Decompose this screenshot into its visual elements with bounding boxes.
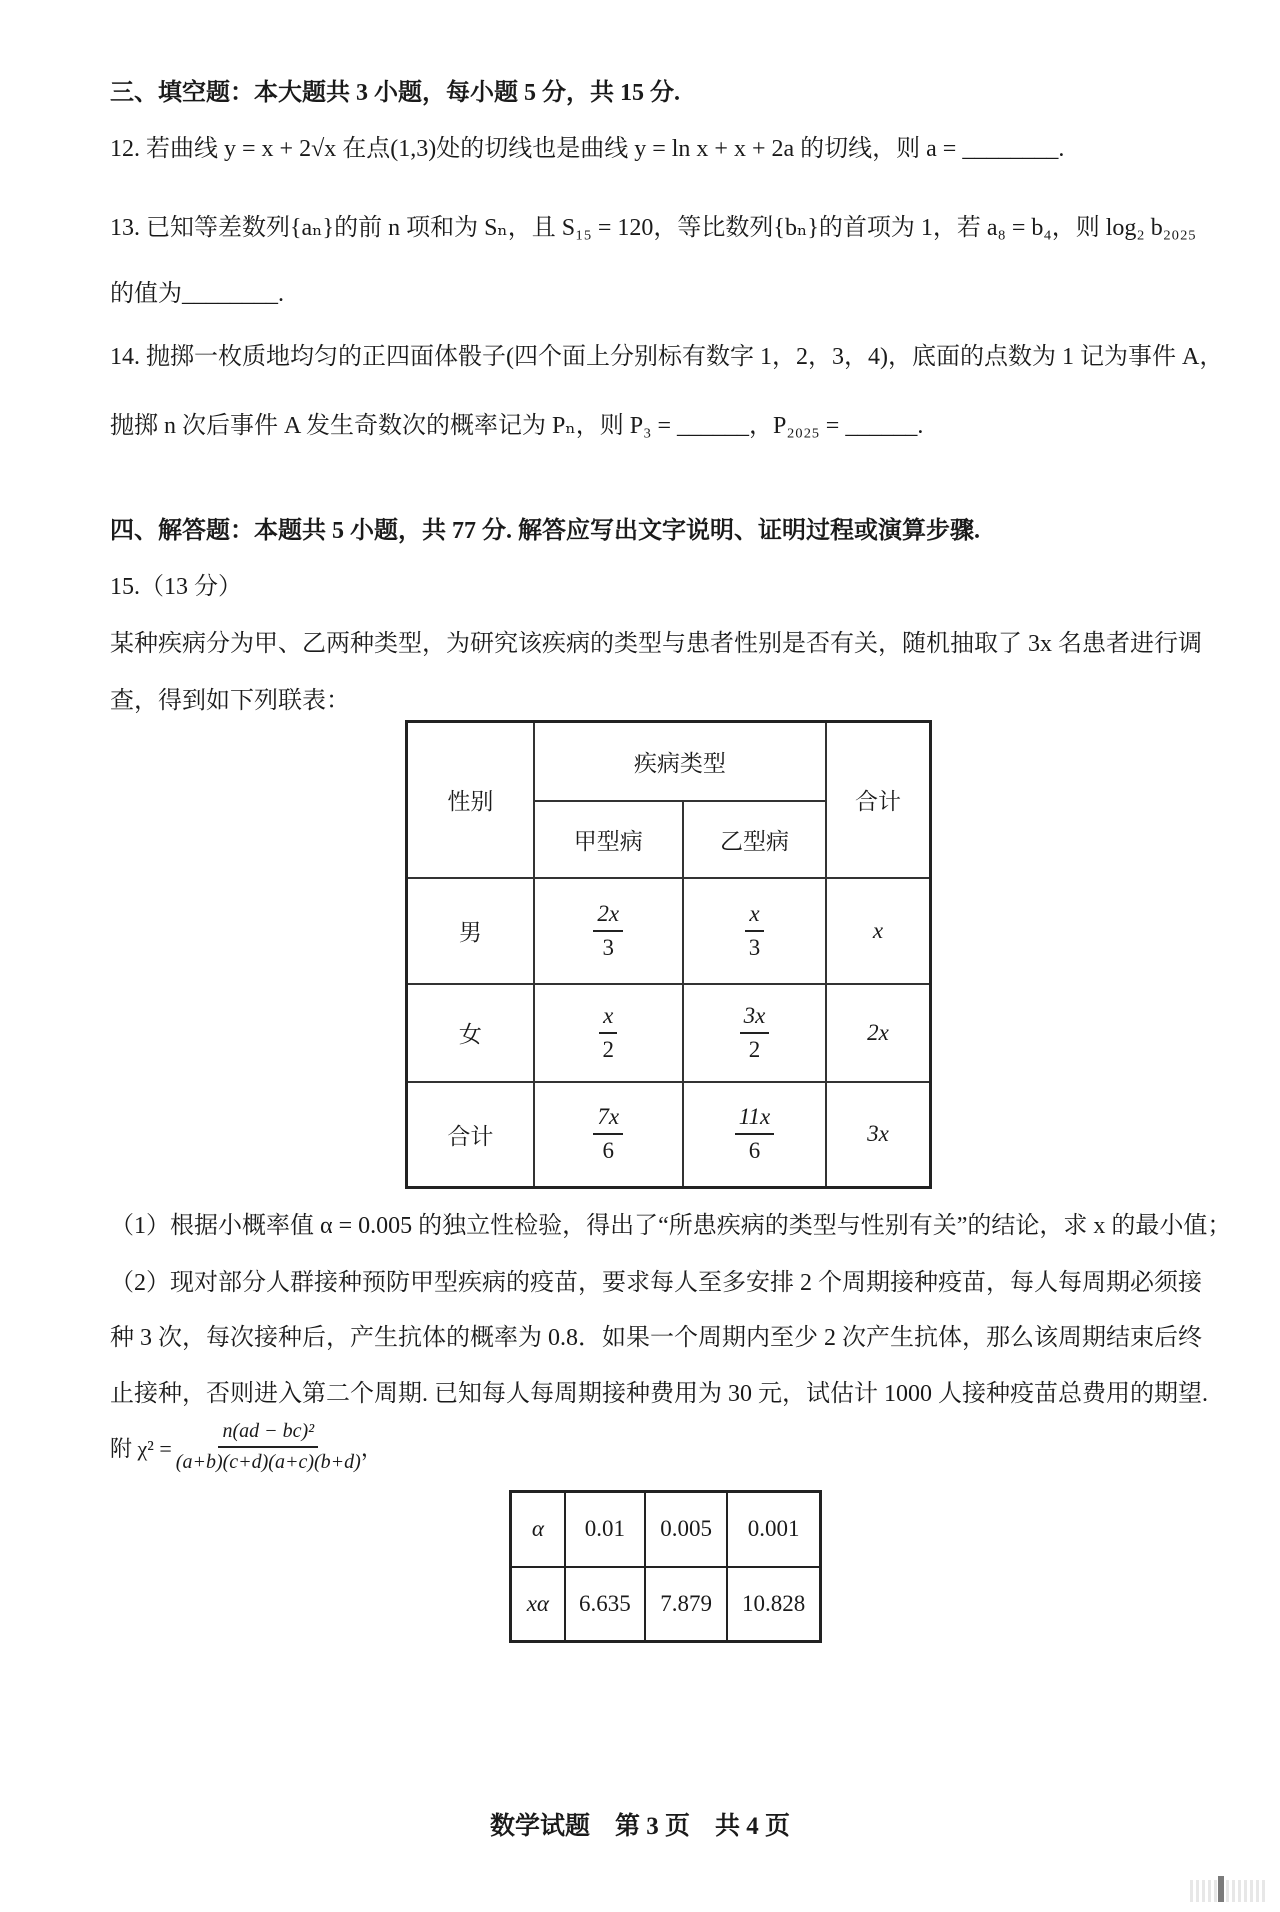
cell: xα bbox=[511, 1567, 565, 1642]
cell: 0.001 bbox=[727, 1492, 820, 1567]
page-footer: 数学试题 第 3 页 共 4 页 bbox=[489, 1813, 790, 1840]
row-label: 女 bbox=[407, 984, 534, 1082]
cell-type-a: $\frac{2x}{3}$ bbox=[534, 878, 683, 984]
part-2-line1: （2）现对部分人群接种预防甲型疾病的疫苗，要求每人至多安排 2 个周期接种疫苗，每人每周期必须接 bbox=[110, 1270, 1202, 1296]
chi-square-formula bbox=[110, 1420, 383, 1474]
cell-total: 3x bbox=[826, 1082, 930, 1188]
header-type-b: 乙型病 bbox=[683, 801, 826, 878]
part-2-line2: 种 3 次，每次接种后，产生抗体的概率为 0.8．如果一个周期内至少 2 次产生抗体，那么该周期结束后终 bbox=[110, 1325, 1202, 1351]
cell-total: 2x bbox=[826, 984, 930, 1082]
cell-type-b: $\frac{3x}{2}$ bbox=[683, 984, 826, 1082]
cell: α bbox=[511, 1492, 565, 1567]
table-row bbox=[407, 878, 931, 984]
table-row bbox=[407, 984, 931, 1082]
formula-suffix: ， bbox=[360, 1435, 383, 1461]
cell: 6.635 bbox=[565, 1567, 645, 1642]
section3-heading: 三、填空题：本大题共 3 小题，每小题 5 分，共 15 分. bbox=[110, 80, 680, 106]
part-1: （1）根据小概率值 α = 0.005 的独立性检验，得出了“所患疾病的类型与性别有关”的结论，求 x 的最小值； bbox=[110, 1213, 1232, 1239]
cell-type-b: $\frac{x}{3}$ bbox=[683, 878, 826, 984]
header-gender: 性别 bbox=[407, 722, 534, 878]
formula-prefix: 附 χ² = bbox=[110, 1435, 172, 1461]
header-type-a: 甲型病 bbox=[534, 801, 683, 878]
section4-heading: 四、解答题：本题共 5 小题，共 77 分. 解答应写出文字说明、证明过程或演算步骤. bbox=[110, 518, 980, 544]
question-12: 12. 若曲线 y = x + 2√x 在点(1,3)处的切线也是曲线 y = ln x + x + 2a 的切线，则 a = ________. bbox=[110, 136, 1065, 162]
question-13-line2: 的值为________. bbox=[110, 281, 284, 307]
formula-numerator: n(ad − bc)² bbox=[218, 1420, 318, 1448]
row-label: 合计 bbox=[407, 1082, 534, 1188]
question-15-intro-line1: 某种疾病分为甲、乙两种类型，为研究该疾病的类型与患者性别是否有关，随机抽取了 3x 名患者进行调 bbox=[110, 631, 1202, 657]
scan-artifact bbox=[1190, 1880, 1265, 1902]
cell-type-a: $\frac{x}{2}$ bbox=[534, 984, 683, 1082]
row-label: 男 bbox=[407, 878, 534, 984]
table-row bbox=[407, 1082, 931, 1188]
cell-type-b: $\frac{11x}{6}$ bbox=[683, 1082, 826, 1188]
critical-value-table bbox=[509, 1490, 822, 1643]
header-total: 合计 bbox=[826, 722, 930, 878]
cell: 10.828 bbox=[727, 1567, 820, 1642]
formula-denominator: (a+b)(c+d)(a+c)(b+d) bbox=[175, 1451, 361, 1473]
cell: 0.01 bbox=[565, 1492, 645, 1567]
cell-type-a: $\frac{7x}{6}$ bbox=[534, 1082, 683, 1188]
cell-total: x bbox=[826, 878, 930, 984]
part-2-line3: 止接种，否则进入第二个周期. 已知每人每周期接种费用为 30 元，试估计 1000 人接种疫苗总费用的期望. bbox=[110, 1381, 1208, 1407]
contingency-table bbox=[405, 720, 932, 1189]
question-15-intro-line2: 查，得到如下列联表： bbox=[110, 688, 350, 714]
header-disease-type: 疾病类型 bbox=[534, 722, 826, 801]
cell: 0.005 bbox=[645, 1492, 727, 1567]
question-14-line1: 14. 抛掷一枚质地均匀的正四面体骰子(四个面上分别标有数字 1，2，3，4)，底面的点数为 1 记为事件 A， bbox=[110, 344, 1224, 370]
table-row bbox=[511, 1492, 821, 1567]
question-15-title: 15.（13 分） bbox=[110, 574, 242, 600]
table-row bbox=[511, 1567, 821, 1642]
question-14-line2: 抛掷 n 次后事件 A 发生奇数次的概率记为 Pₙ，则 P₃ = ______，P₂₀₂₅ = ______. bbox=[110, 413, 924, 439]
question-13-line1: 13. 已知等差数列{aₙ}的前 n 项和为 Sₙ，且 S₁₅ = 120，等比数列{bₙ}的首项为 1，若 a₈ = b₄，则 log₂ b₂₀₂₅ bbox=[110, 215, 1197, 241]
cell: 7.879 bbox=[645, 1567, 727, 1642]
